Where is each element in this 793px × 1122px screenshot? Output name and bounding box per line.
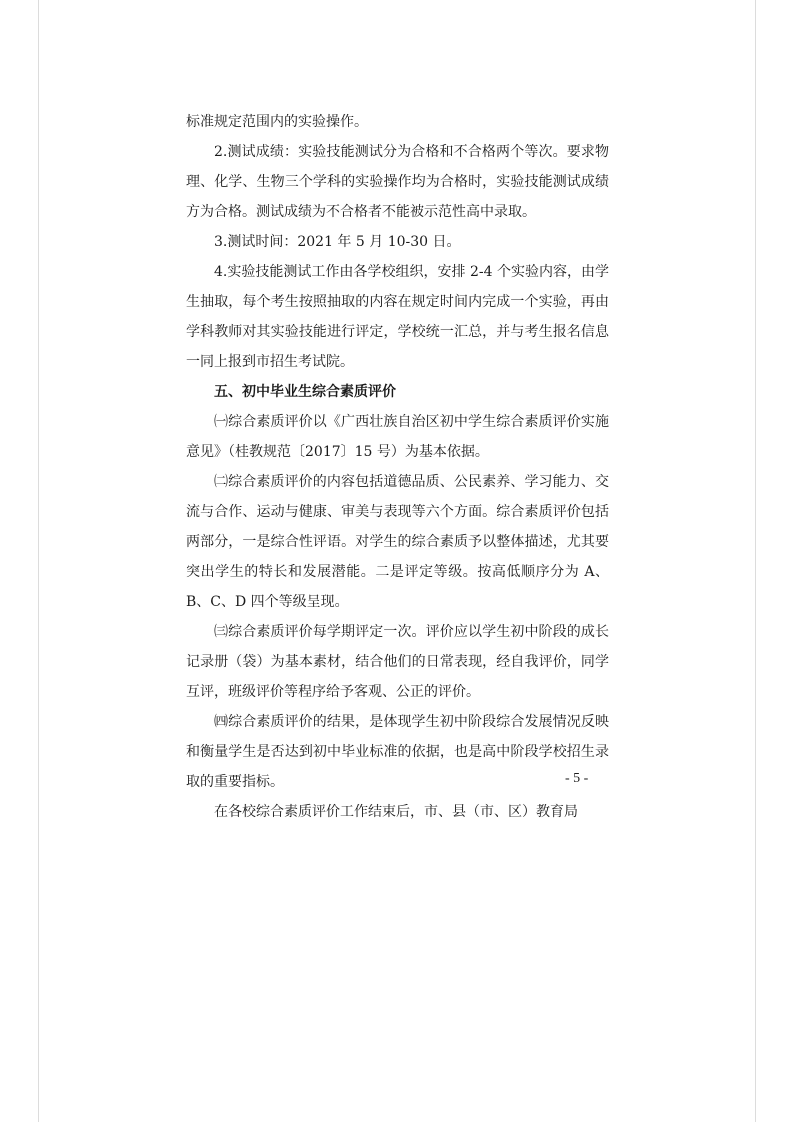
page-number: - 5 - [565, 771, 589, 786]
paragraph-evaluation-content: ㈡综合素质评价的内容包括道德品质、公民素养、学习能力、交流与合作、运动与健康、审美与表现等六个方面。综合素质评价包括两部分，一是综合性评语。对学生的综合素质予以整体描述，尤其要突出学生的特长和发展潜能。二是评定等级。按高低顺序分为 A、B、C、D 四个等级呈现。 [186, 474, 609, 610]
paragraph-evaluation-result: ㈣综合素质评价的结果，是体现学生初中阶段综合发展情况反映和衡量学生是否达到初中毕业标准的依据，也是高中阶段学校招生录取的重要指标。 [186, 714, 609, 790]
document-body [186, 107, 609, 827]
left-margin-line [38, 0, 39, 1122]
paragraph-evaluation-frequency: ㈢综合素质评价每学期评定一次。评价应以学生初中阶段的成长记录册（袋）为基本素材，结合他们的日常表现，经自我评价，同学互评，班级评价等程序给予客观、公正的评价。 [186, 624, 609, 700]
paragraph-continuation: 标准规定范围内的实验操作。 [186, 114, 368, 130]
paragraph-after-evaluation: 在各校综合素质评价工作结束后，市、县（市、区）教育局 [214, 804, 578, 820]
paragraph-test-score: 2.测试成绩：实验技能测试分为合格和不合格两个等次。要求物理、化学、生物三个学科的实验操作均为合格时，实验技能测试成绩方为合格。测试成绩为不合格者不能被示范性高中录取。 [186, 144, 609, 220]
paragraph-evaluation-basis: ㈠综合素质评价以《广西壮族自治区初中学生综合素质评价实施意见》（桂教规范〔2017〕15 号）为基本依据。 [186, 414, 609, 460]
paragraph-test-organization: 4.实验技能测试工作由各学校组织，安排 2-4 个实验内容，由学生抽取，每个考生按照抽取的内容在规定时间内完成一个实验，再由学科教师对其实验技能进行评定，学校统一汇总，并与考生报名信息一同上报到市招生考试院。 [186, 264, 609, 370]
paragraph-test-time: 3.测试时间：2021 年 5 月 10-30 日。 [214, 234, 461, 250]
section-heading: 五、初中毕业生综合素质评价 [214, 384, 396, 400]
right-margin-line [755, 0, 756, 1122]
